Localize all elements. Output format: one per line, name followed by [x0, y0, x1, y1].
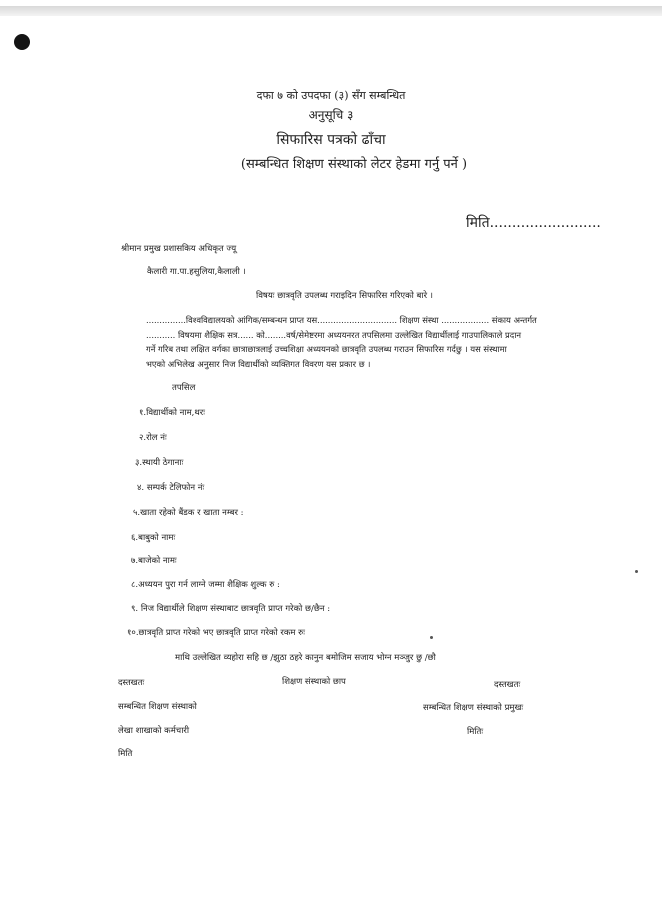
punch-hole	[14, 34, 30, 50]
detail-item: २.रोल नंः	[139, 433, 167, 443]
body-line: गर्ने गरिब तथा लक्षित वर्गका छात्राछात्रलाई उच्चशिक्षा अध्ययनको छात्रवृति उपलब्ध गराउन सिफारिस गर्दछु । यस संस्थामा	[146, 344, 507, 354]
date-line: मिति.........................	[466, 215, 601, 231]
heading-note: (सम्बन्धित शिक्षण संस्थाको लेटर हेडमा गर्नु पर्ने )	[240, 157, 468, 172]
detail-item: ८.अध्ययन पुरा गर्न लाग्ने जम्मा शैक्षिक शुल्क रु :	[131, 580, 280, 590]
scan-top-edge	[0, 6, 662, 16]
institution-seal-label: शिक्षण संस्थाको छाप	[282, 677, 346, 687]
right-date-label: मितिः	[467, 727, 484, 737]
left-signature-label: दस्तखतः	[118, 678, 145, 688]
body-line: ........... विषयमा शैक्षिक सत्र...... को........वर्ष/सेमेष्टरमा अध्ययनरत तपसिलमा उल्लेखित विद्यार्थीलाई गाउपालिकाले प्रदान	[146, 329, 522, 340]
heading-title: सिफारिस पत्रको ढाँचा	[276, 132, 386, 148]
detail-item: ७.बाजेको नामः	[131, 556, 177, 566]
left-title-accounts: लेखा शाखाको कर्मचारी	[118, 726, 190, 736]
detail-item: ४. सम्पर्क टेलिफोन नंः	[137, 483, 205, 493]
body-line: भएको अभिलेख अनुसार निज विद्यार्थीको व्यक्तिगत विवरण यस प्रकार छ ।	[146, 358, 371, 369]
scan-speck	[635, 570, 638, 573]
left-date-label: मिति	[118, 749, 133, 759]
heading-clause: दफा ७ को उपदफा (३) सँग सम्बन्धित	[256, 89, 406, 102]
subject-line: विषयः छात्रवृति उपलब्ध गराइदिन सिफारिस गरिएको बारे ।	[256, 291, 434, 301]
right-title-head: सम्बन्धित शिक्षण संस्थाको प्रमुखः	[423, 703, 524, 713]
tapasil-heading: तपसिल	[172, 383, 196, 393]
detail-item: ६.बाबुको नामः	[131, 533, 176, 543]
addressee-title: श्रीमान प्रमुख प्रशासकिय अधिकृत ज्यू	[121, 244, 237, 254]
right-signature-label: दस्तखतः	[494, 680, 521, 690]
left-title-institution: सम्बन्धित शिक्षण संस्थाको	[118, 702, 197, 712]
detail-item: ५.खाता रहेको बैंडक र खाता नम्बर :	[133, 508, 244, 518]
detail-item: १०.छात्रवृति प्राप्त गरेको भए छात्रवृति प्राप्त गरेको रकम रुः	[127, 628, 305, 638]
scan-speck	[430, 636, 433, 639]
declaration: माथि उल्लेखित व्यहोरा सहि छ /झुठा ठहरे कानुन बमोजिम सजाय भोग्न मञ्जुर छु /छौ	[175, 653, 436, 663]
body-line: ...............विश्वविद्यालयको आंगिक/सम्बन्धन प्राप्त यस.............................. शिक्षण संस्था .................. संकाय अन्तर्गत	[146, 315, 537, 325]
addressee-office: कैलारी गा.पा.हसुलिया,कैलाली ।	[147, 267, 246, 277]
detail-item: ३.स्थायी ठेगानाः	[135, 458, 184, 468]
detail-item: १.विद्यार्थीको नाम,थरः	[139, 408, 205, 418]
body-paragraph	[146, 313, 594, 371]
heading-schedule: अनुसूचि ३	[308, 108, 354, 122]
detail-item: ९. निज विद्यार्थीले शिक्षण संस्थाबाट छात्रवृति प्राप्त गरेको छ/छैन :	[131, 604, 331, 614]
